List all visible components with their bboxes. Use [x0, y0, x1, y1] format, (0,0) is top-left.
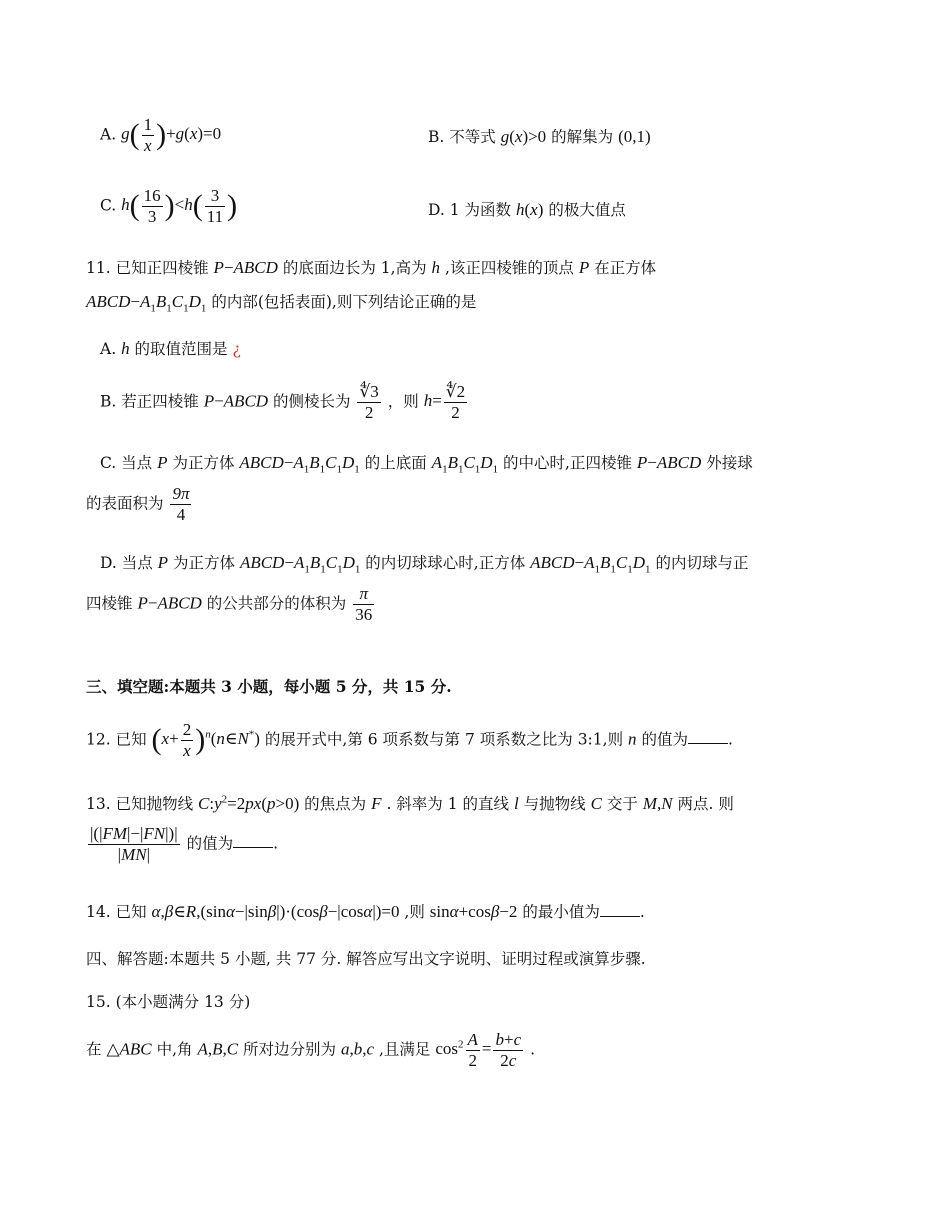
q12: 12. 已知 (x+ $\frac{2}{x}$ )$^n$(n∈N*) 的展开式中,第 6 项系数与第 7 项系数之比为 3:1,则 n 的值为 . [86, 720, 733, 760]
q10-option-d: D. 1 为函数 h(x) 的极大值点 [428, 200, 626, 219]
q11-option-c-line2: 的表面积为 $\frac{9\pi}{4}$ [86, 484, 190, 524]
q15-header: 15. (本小题满分 13 分) [86, 993, 251, 1011]
q11-option-c-line1: C. 当点 P 为正方体 $ABCD-A_1B_1C_1D_1$ 的上底面 $A_1B_1C_1D_1$ 的中心时,正四棱锥 P−ABCD 外接球 [100, 453, 753, 476]
q11-stem-line2: $ABCD-A_1B_1C_1D_1$ 的内部(包括表面),则下列结论正确的是 [86, 292, 477, 315]
q13-line1: 13. 已知抛物线 $C:y^2=2px(p>0)$ 的焦点为 F . 斜率为 1 的直线 l 与抛物线 C 交于 M,N 两点. 则 [86, 793, 734, 813]
q13-answer-blank[interactable] [233, 833, 273, 848]
q10-option-a: A. g( $\frac{1}{x}$ )+g(x)=0 [100, 115, 222, 155]
q12-answer-blank[interactable] [688, 729, 728, 744]
q11-option-a: A. h 的取值范围是 ¿ [100, 339, 241, 358]
q10-option-c: C. h( $\frac{16}{3}$ )<h( $\frac{3}{11}$ ) [100, 186, 238, 226]
q11-option-d-line1: D. 当点 P 为正方体 $ABCD-A_1B_1C_1D_1$ 的内切球球心时,正方体 $ABCD-A_1B_1C_1D_1$ 的内切球与正 [100, 553, 749, 576]
q11-option-b: B. 若正四棱锥 P−ABCD 的侧棱长为 $\frac{∜3}{2}$ ，则 h= $\frac{∜2}{2}$ [100, 382, 466, 422]
section-3-heading: 三、填空题:本题共 3 小题，每小题 5 分，共 15 分. [86, 677, 452, 696]
q10-option-b: B. 不等式 g(x)>0 的解集为 (0,1) [428, 127, 651, 146]
q11-option-d-line2: 四棱锥 P−ABCD 的公共部分的体积为 $\frac{\pi}{36}$ [86, 584, 373, 624]
q14-answer-blank[interactable] [600, 902, 640, 917]
section-4-heading: 四、解答题:本题共 5 小题, 共 77 分. 解答应写出文字说明、证明过程或演算步骤. [86, 950, 646, 968]
q14: 14. 已知 α,β∈R,(sinα−|sinβ|)·(cosβ−|cosα|)=0 ,则 sinα+cosβ−2 的最小值为 . [86, 902, 645, 921]
q11-stem-line1: 11. 已知正四棱锥 P−ABCD 的底面边长为 1,高为 h ,该正四棱锥的顶点 P 在正方体 [86, 258, 657, 277]
q15-stem: 在 △ABC 中,角 A,B,C 所对边分别为 a,b,c ,且满足 $\cos^2$ $\frac{A}{2}$ = $\frac{b+c}{2c}$ . [86, 1030, 535, 1070]
q13-line2: $\frac{|(|FM|-|FN|)|}{|MN|}$ 的值为 . [90, 824, 279, 864]
